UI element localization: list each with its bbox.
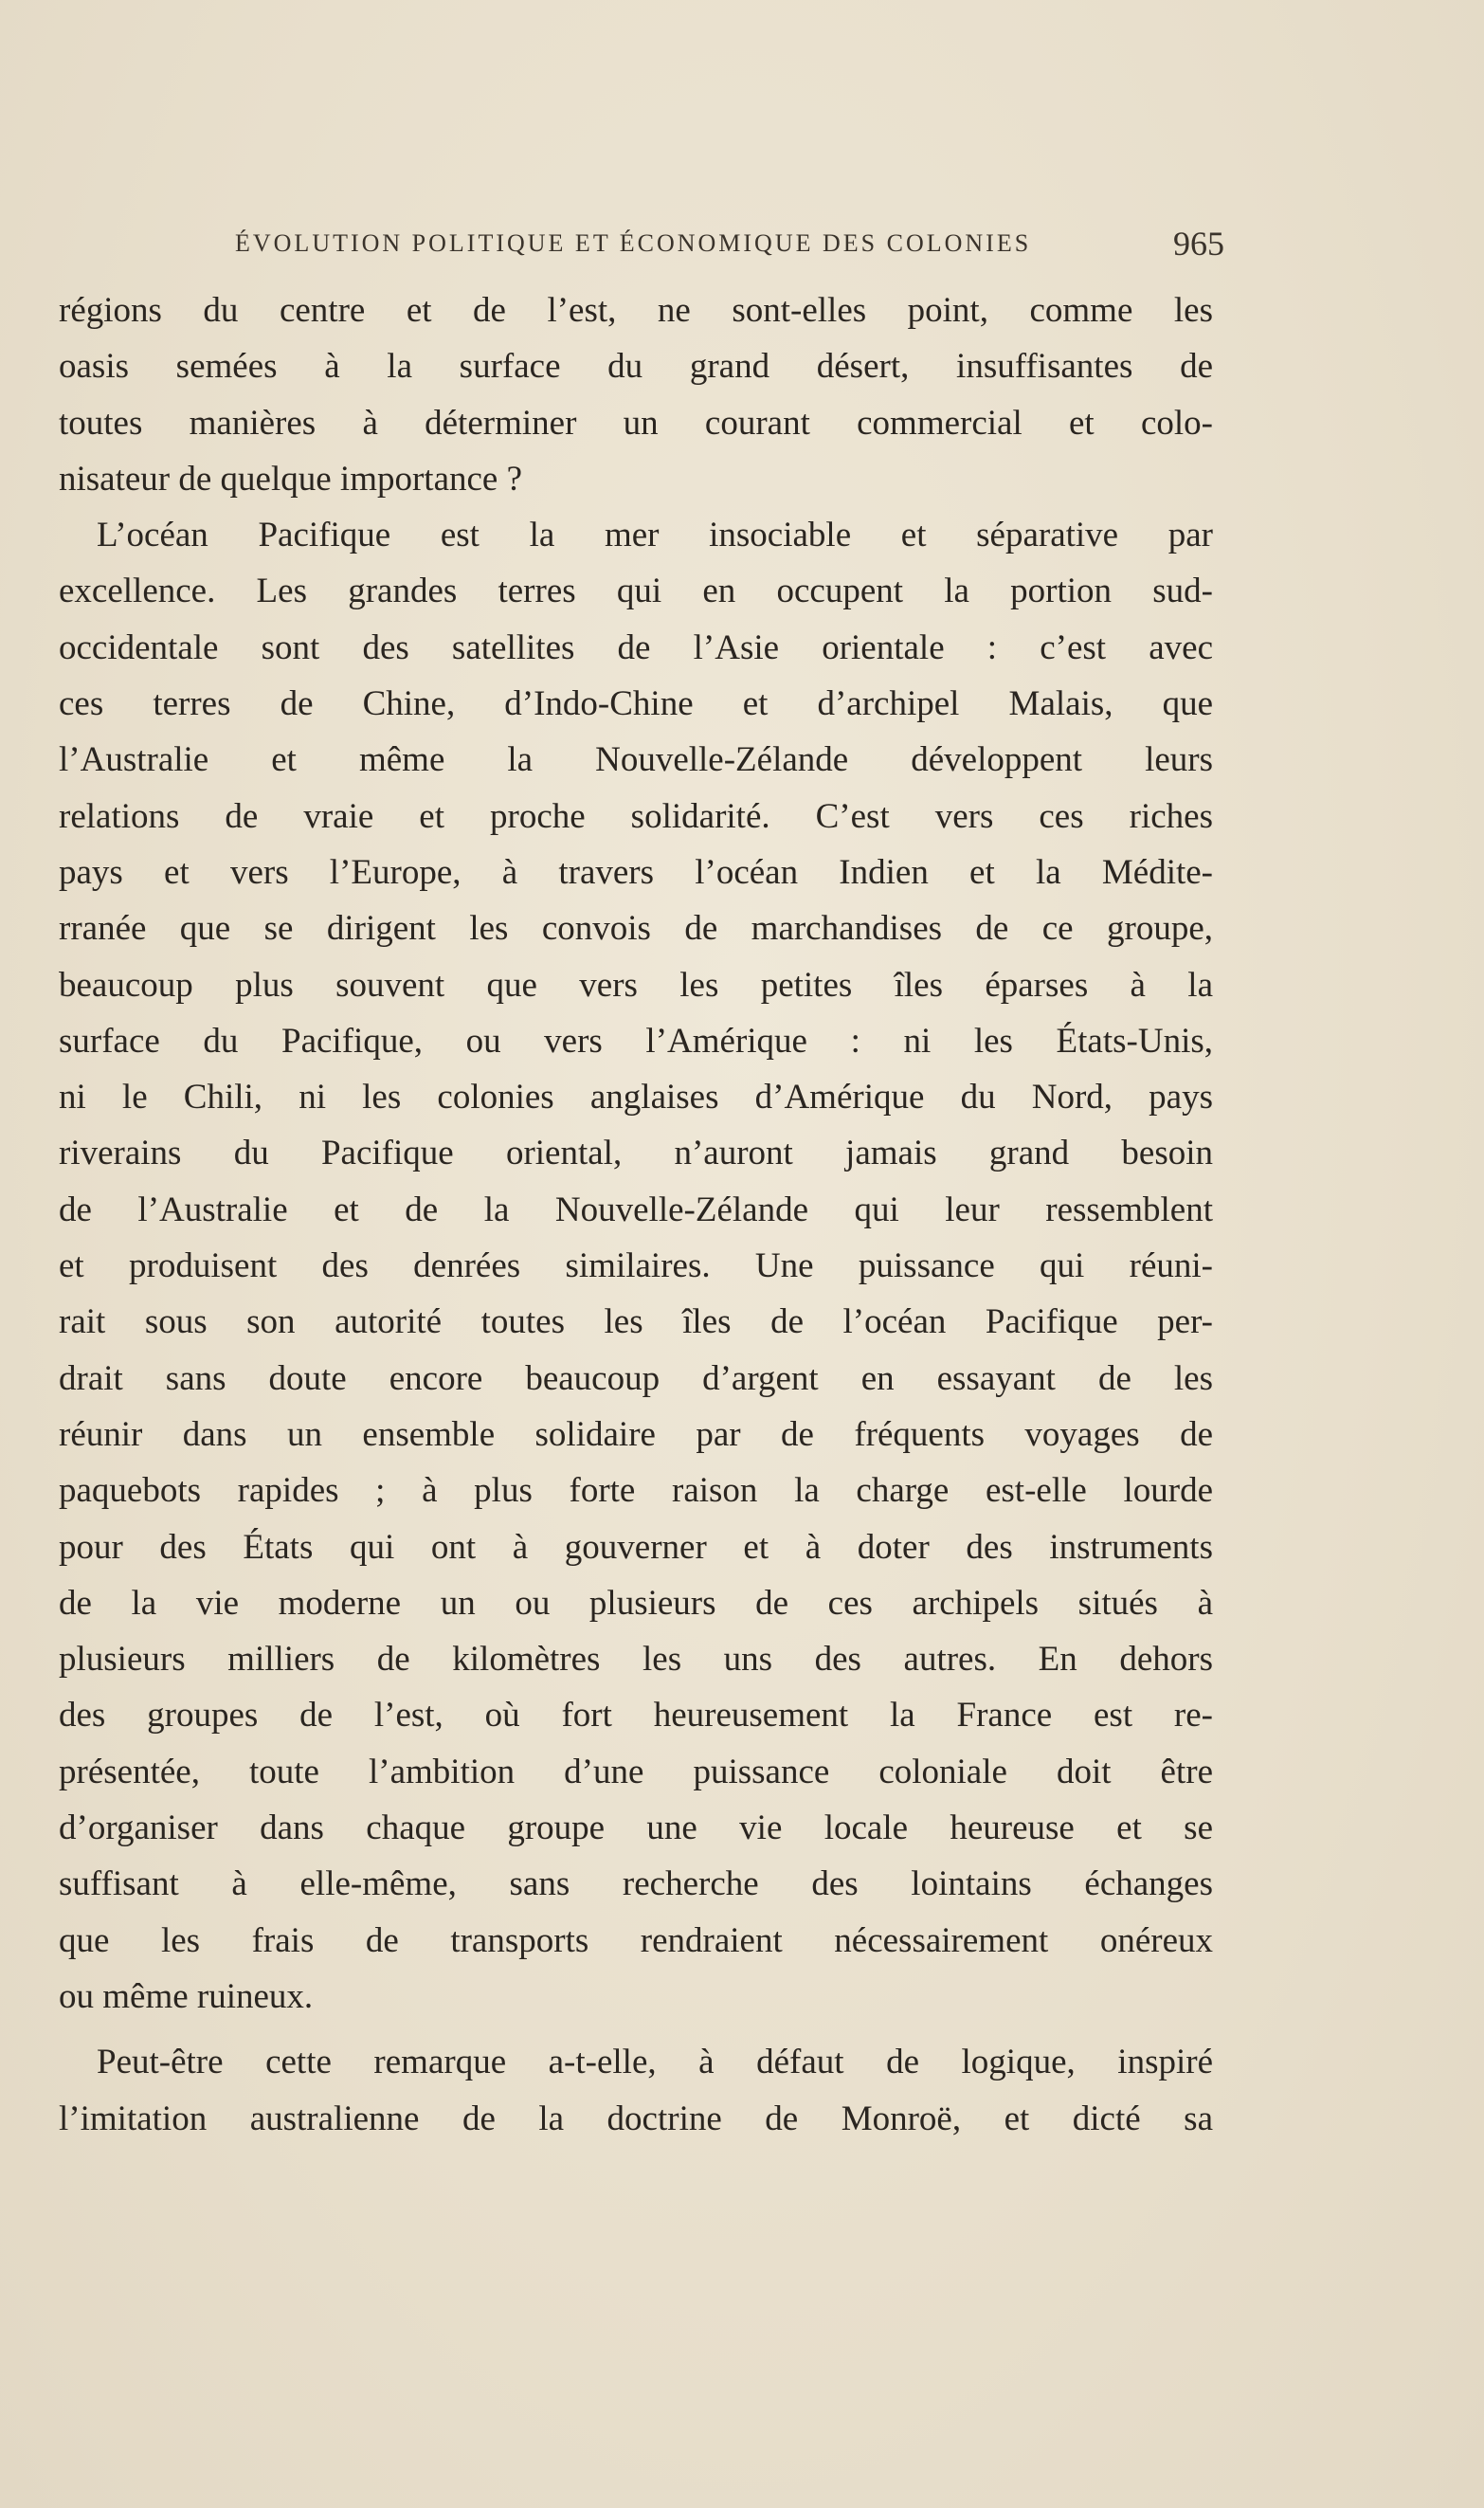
page-number: 965	[1173, 225, 1224, 263]
text-line: L’océan Pacifique est la mer insociable et séparative par	[97, 516, 1213, 555]
text-line: beaucoup plus souvent que vers les petites îles éparses à la	[59, 965, 1213, 1005]
text-line: d’organiser dans chaque groupe une vie locale heureuse et se	[59, 1808, 1213, 1848]
text-line: excellence. Les grandes terres qui en occupent la portion sud-	[59, 572, 1213, 611]
text-line: oasis semées à la surface du grand désert, insuffisantes de	[59, 347, 1213, 387]
text-line: réunir dans un ensemble solidaire par de fréquents voyages de	[59, 1414, 1213, 1454]
text-line: l’imitation australienne de la doctrine de Monroë, et dicté sa	[59, 2099, 1213, 2138]
text-line: que les frais de transports rendraient nécessairement onéreux	[59, 1920, 1213, 1960]
text-line: surface du Pacifique, ou vers l’Amérique : ni les États-Unis,	[59, 1021, 1213, 1061]
text-line: relations de vraie et proche solidarité. C’est vers ces riches	[59, 796, 1213, 836]
text-line: présentée, toute l’ambition d’une puissance coloniale doit être	[59, 1752, 1213, 1791]
text-line: pour des États qui ont à gouverner et à doter des instruments	[59, 1527, 1213, 1567]
text-line: de l’Australie et de la Nouvelle-Zélande qui leur ressemblent	[59, 1190, 1213, 1229]
text-line: paquebots rapides ; à plus forte raison la charge est-elle lourde	[59, 1471, 1213, 1511]
text-line: plusieurs milliers de kilomètres les uns des autres. En dehors	[59, 1640, 1213, 1680]
text-line: l’Australie et même la Nouvelle-Zélande développent leurs	[59, 740, 1213, 780]
text-line: ou même ruineux.	[59, 1976, 314, 2016]
paragraph-gap	[59, 2025, 1213, 2034]
text-line: riverains du Pacifique oriental, n’auront jamais grand besoin	[59, 1134, 1213, 1173]
text-line: ni le Chili, ni les colonies anglaises d’Amérique du Nord, pays	[59, 1078, 1213, 1118]
text-line: de la vie moderne un ou plusieurs de ces archipels situés à	[59, 1583, 1213, 1623]
running-title: ÉVOLUTION POLITIQUE ET ÉCONOMIQUE DES COLONIES	[235, 229, 1032, 257]
text-line: et produisent des denrées similaires. Une puissance qui réuni-	[59, 1246, 1213, 1286]
text-line: pays et vers l’Europe, à travers l’océan Indien et la Médite-	[59, 852, 1213, 892]
running-header	[57, 224, 1224, 265]
text-line: rait sous son autorité toutes les îles de l’océan Pacifique per-	[59, 1302, 1213, 1342]
text-line: toutes manières à déterminer un courant commercial et colo-	[59, 403, 1213, 443]
text-line: régions du centre et de l’est, ne sont-elles point, comme les	[59, 291, 1213, 330]
text-line: occidentale sont des satellites de l’Asie orientale : c’est avec	[59, 627, 1213, 667]
text-line: des groupes de l’est, où fort heureusement la France est re-	[59, 1696, 1213, 1736]
text-line: ces terres de Chine, d’Indo-Chine et d’archipel Malais, que	[59, 684, 1213, 724]
text-line: drait sans doute encore beaucoup d’argent en essayant de les	[59, 1358, 1213, 1398]
text-line: Peut-être cette remarque a-t-elle, à défaut de logique, inspiré	[97, 2043, 1213, 2082]
text-line: nisateur de quelque importance ?	[59, 459, 523, 499]
text-line: rranée que se dirigent les convois de marchandises de ce groupe,	[59, 909, 1213, 949]
text-line: suffisant à elle-même, sans recherche des lointains échanges	[59, 1864, 1213, 1904]
body-text	[59, 282, 1213, 2147]
